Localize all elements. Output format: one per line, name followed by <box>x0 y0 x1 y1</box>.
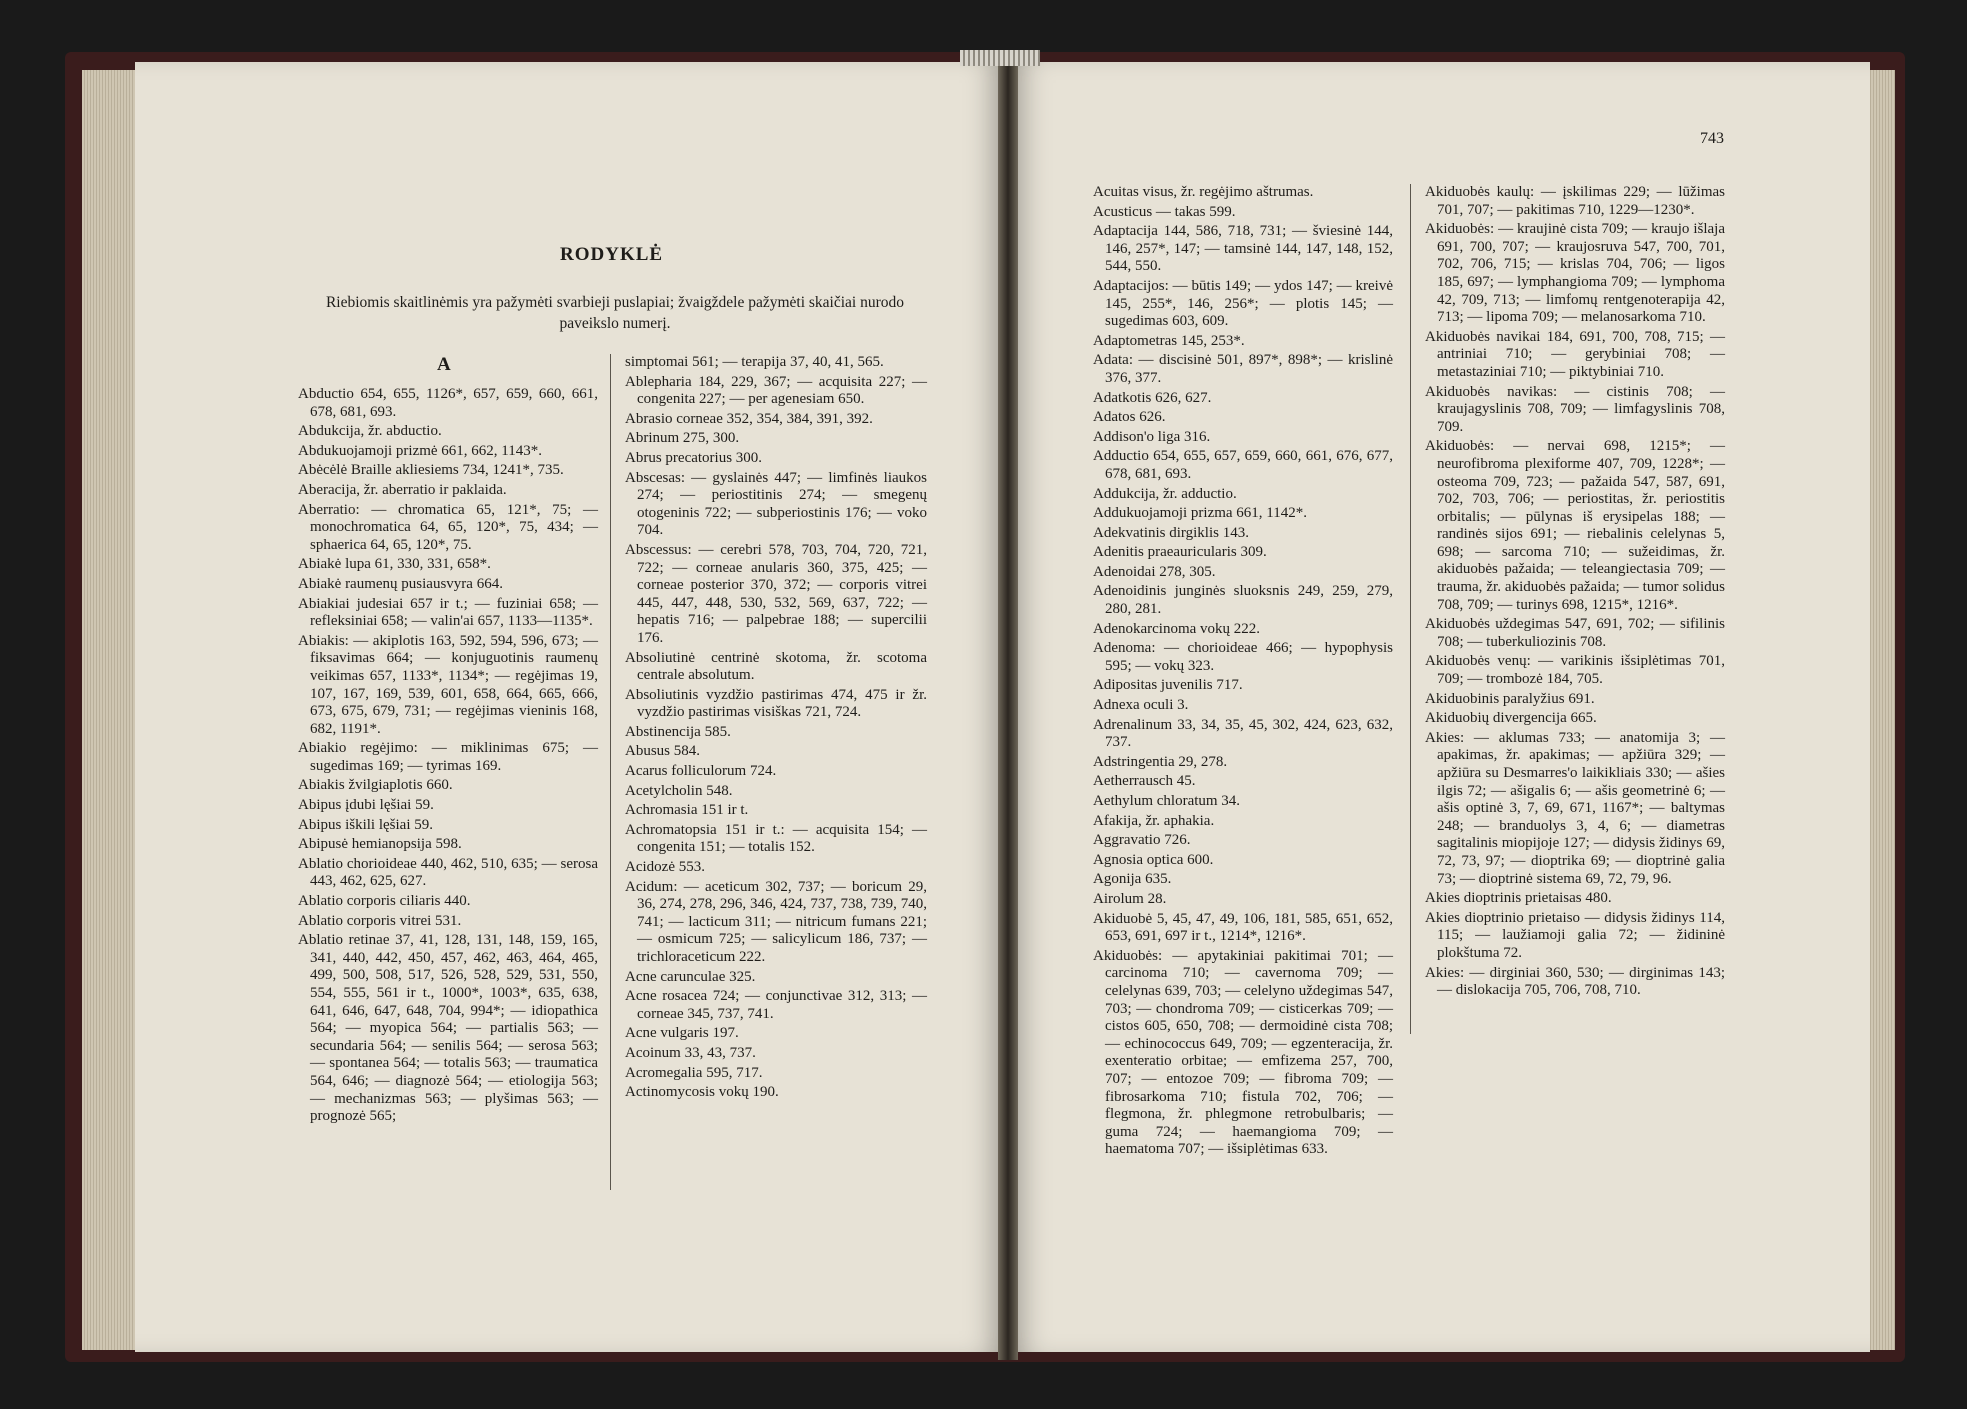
index-entry: Aberacija, žr. aberratio ir paklaida. <box>298 481 507 498</box>
index-entry: Abipus įdubi lęšiai 59. <box>298 797 434 814</box>
index-entry: Akiduobės: — kraujinė cista 709; — kraujo išlaja 691, 700, 707; — kraujosruva 547, 700, 701, 702, 706, 715; — krislas 704, 706; — ligos 185, 697; — lymphangioma 709; — lymphoma 42, 709, 713; — limfomų rentgenoterapija 42, 713; — lipoma 709; — melanosarkoma 710. <box>1425 221 1725 326</box>
index-entry: Adaptacija 144, 586, 718, 731; — šviesinė 144, 146, 257*, 147; — tamsinė 144, 147, 148, 152, 544, 550. <box>1093 223 1393 275</box>
index-entry: Acetylcholin 548. <box>625 782 733 799</box>
index-entry: Adductio 654, 655, 657, 659, 660, 661, 676, 677, 678, 681, 693. <box>1093 448 1393 482</box>
index-entry: Acidozė 553. <box>625 859 705 876</box>
index-entry: Abiakė raumenų pusiausvyra 664. <box>298 575 503 592</box>
index-entry: Adatkotis 626, 627. <box>1093 389 1212 406</box>
index-entry: Adenokarcinoma vokų 222. <box>1093 620 1261 637</box>
index-entry: Acoinum 33, 43, 737. <box>625 1044 756 1061</box>
index-entry: Adaptometras 145, 253*. <box>1093 332 1245 349</box>
index-entry: Abdukuojamoji prizmė 661, 662, 1143*. <box>298 442 542 459</box>
index-entry: Adenoidinis junginės sluoksnis 249, 259, 279, 280, 281. <box>1093 583 1393 618</box>
index-entry: Abusus 584. <box>625 743 701 760</box>
column-rule-left <box>610 354 611 1190</box>
index-entry: Adenoma: — chorioideae 466; — hypophysis 595; — vokų 323. <box>1093 640 1393 674</box>
index-entry: Akiduobinis paralyžius 691. <box>1425 690 1595 707</box>
index-entry: Abiakio regėjimo: — miklinimas 675; — sugedimas 169; — tyrimas 169. <box>298 740 598 774</box>
section-letter: A <box>437 354 451 375</box>
index-entry: Adaptacijos: — būtis 149; — ydos 147; — kreivė 145, 255*, 146, 256*; — plotis 145; — sugedimas 603, 609. <box>1093 277 1393 330</box>
index-entry: Ablatio corporis ciliaris 440. <box>298 893 471 910</box>
index-entry: Abscessus: — cerebri 578, 703, 704, 720, 721, 722; — corneae anularis 360, 375, 425; — corneae posterior 370, 372; — corporis vitrei 445, 447, 448, 530, 532, 569, 637, 722; — hepatis 716; — palpebrae 188; — supercilii 176. <box>625 541 927 646</box>
index-entry: Adrenalinum 33, 34, 35, 45, 302, 424, 623, 632, 737. <box>1093 716 1393 751</box>
index-entry: Akiduobės kaulų: — įskilimas 229; — lūžimas 701, 707; — pakitimas 710, 1229—1230*. <box>1425 184 1725 218</box>
index-entry: Akies dioptrinis prietaisas 480. <box>1425 890 1612 907</box>
intro-note: Riebiomis skaitlinėmis yra pažymėti svarbieji puslapiai; žvaigždele pažymėti skaičiai nurodo paveikslo numerį. <box>325 294 905 332</box>
index-entry: Adata: — discisinė 501, 897*, 898*; — krislinė 376, 377. <box>1093 352 1393 386</box>
index-entry: Acarus folliculorum 724. <box>625 763 777 780</box>
index-entry: Ablatio corporis vitrei 531. <box>298 912 462 929</box>
index-entry: Airolum 28. <box>1093 890 1167 907</box>
index-entry: Adatos 626. <box>1093 409 1166 426</box>
index-entry: Akiduobės venų: — varikinis išsiplėtimas 701, 709; — trombozė 184, 705. <box>1425 653 1725 688</box>
index-entry: Abrasio corneae 352, 354, 384, 391, 392. <box>625 410 873 427</box>
index-entry: Ablatio retinae 37, 41, 128, 131, 148, 159, 165, 341, 440, 442, 450, 457, 462, 463, 464, 465, 499, 500, 508, 517, 526, 528, 529, 531, 550, 554, 555, 561 ir t., 1000*, 1003*, 635, 638, 641, 646, 647, 648, 704, 994*; — idiopathica 564; — myopica 564; — partialis 563; — secundaria 564; — senilis 564; — serosa 563; — spontanea 564; — totalis 563; — traumatica 564, 646; — diagnozė 564; — etiologija 563; — mechanizmas 563; — plyšimas 563; — prognozė 565; <box>298 932 598 1125</box>
page-heading: RODYKLĖ <box>560 244 664 265</box>
index-entry: Acne vulgaris 197. <box>625 1025 739 1042</box>
index-column-1 <box>298 386 598 1128</box>
index-entry: Acne rosacea 724; — conjunctivae 312, 313; — corneae 345, 737, 741. <box>625 988 927 1022</box>
index-entry: Aberratio: — chromatica 65, 121*, 75; — monochromatica 64, 65, 120*, 75, 434; — sphaerica 64, 65, 120*, 75. <box>298 501 598 553</box>
index-entry: Addukcija, žr. adductio. <box>1093 485 1237 502</box>
index-entry: Abiakiai judesiai 657 ir t.; — fuziniai 658; — refleksiniai 658; — valin'ai 657, 1133—1135*. <box>298 595 598 630</box>
index-entry: Abipusė hemianopsija 598. <box>298 836 462 853</box>
index-entry: Akiduobės: — apytakiniai pakitimai 701; — carcinoma 710; — cavernoma 709; — celelynas 639, 703; — celelyno uždegimas 547, 703; — chondroma 709; — cisticerkas 709; — cistos 605, 650, 708; — dermoidinė cista 708; — echinococcus 649, 709; — egzenteracija, žr. exenteratio orbitae; — emfizema 257, 700, 707; — entozoe 709; — fibroma 709; — fibrosarkoma 710; fistula 702, 706; — flegmona, žr. phlegmone retrobulbaris; — guma 724; — haemangioma 709; — haematoma 707; — išsiplėtimas 633. <box>1093 947 1393 1158</box>
index-entry: Adenoidai 278, 305. <box>1093 563 1216 580</box>
index-entry: Actinomycosis vokų 190. <box>625 1084 779 1101</box>
index-entry: Aggravatio 726. <box>1093 832 1191 849</box>
headband <box>960 50 1040 66</box>
index-entry: Abiakis žvilgiaplotis 660. <box>298 777 453 794</box>
index-entry: Acne carunculae 325. <box>625 968 756 985</box>
index-entry: Acusticus — takas 599. <box>1093 203 1236 220</box>
index-entry: Achromasia 151 ir t. <box>625 802 749 819</box>
column-rule-right <box>1410 184 1411 1034</box>
index-entry: Abrinum 275, 300. <box>625 430 740 447</box>
index-entry: Abductio 654, 655, 1126*, 657, 659, 660, 661, 678, 681, 693. <box>298 386 598 420</box>
page-number: 743 <box>1700 130 1724 147</box>
index-entry: Aethylum chloratum 34. <box>1093 793 1241 809</box>
index-entry: Abstinencija 585. <box>625 723 731 740</box>
index-entry: Addison'o liga 316. <box>1093 428 1211 445</box>
index-entry: Abscesas: — gyslainės 447; — limfinės liaukos 274; — periostitinis 274; — smegenų otogeninis 722; — subperiostinis 176; — voko 704. <box>625 469 927 539</box>
index-entry: Acidum: — aceticum 302, 737; — boricum 29, 36, 274, 278, 296, 346, 424, 737, 738, 739, 740, 741; — lacticum 311; — nitricum fumans 221; — osmicum 725; — salicylicum 186, 737; — trichloraceticum 222. <box>625 878 927 965</box>
index-entry: Akies dioptrinio prietaiso — didysis židinys 114, 115; — laužiamoji galia 72; — židininė plokštuma 72. <box>1425 909 1725 961</box>
index-entry: Abiakė lupa 61, 330, 331, 658*. <box>298 556 491 573</box>
index-entry: Akiduobės navikas: — cistinis 708; — kraujagyslinis 708, 709; — limfagyslinis 708, 709. <box>1425 383 1725 435</box>
index-entry: Ablatio chorioideae 440, 462, 510, 635; — serosa 443, 462, 625, 627. <box>298 855 598 890</box>
index-entry: Akiduobių divergencija 665. <box>1425 710 1597 727</box>
index-entry: Absoliutinė centrinė skotoma, žr. scotoma centrale absolutum. <box>625 649 927 684</box>
index-entry: Akies: — aklumas 733; — anatomija 3; — apakimas, žr. apakimas; — apžiūra 329; — apžiūra su Desmarres'o laikikliais 330; — ašies ilgis 72; — ašigalis 6; — ašis geometrinė 6; — ašis optinė 3, 7, 69, 671, 1167*; — baltymas 248; — branduolys 3, 4, 6; — diametras sagitalinis miopijoje 127; — didysis židinys 69, 72, 73, 97; — dioptrika 69; — dioptrinė galia 73; — dioptrinė sistema 69, 72, 79, 96. <box>1425 729 1725 887</box>
index-entry: Akiduobės uždegimas 547, 691, 702; — sifilinis 708; — tuberkuliozinis 708. <box>1425 616 1725 650</box>
index-entry: Abrus precatorius 300. <box>625 449 763 466</box>
index-column-3 <box>1093 184 1393 1161</box>
book-gutter <box>998 55 1018 1360</box>
index-entry: Adnexa oculi 3. <box>1093 697 1189 714</box>
index-entry: Acuitas visus, žr. regėjimo aštrumas. <box>1093 184 1314 200</box>
index-entry: Adekvatinis dirgiklis 143. <box>1093 524 1249 541</box>
index-entry: Agonija 635. <box>1093 871 1172 888</box>
page-edges-left <box>82 70 142 1350</box>
index-entry: Addukuojamoji prizma 661, 1142*. <box>1093 505 1307 522</box>
index-entry: Adenitis praeauricularis 309. <box>1093 544 1267 561</box>
index-entry: Agnosia optica 600. <box>1093 851 1214 868</box>
index-entry: Akiduobės: — nervai 698, 1215*; — neurofibroma plexiforme 407, 709, 1228*; — osteoma 709, 723; — pažaida 547, 587, 691, 702, 703, 706; — periostitas, žr. periostitis orbitalis; — pūlynas iš erysipelas 188; — randinės sijos 691; — riebalinis celelynas 5, 698; — sarcoma 710; — sužeidimas, žr. akiduobės pažaida; — teleangiectasia 709; — trauma, žr. akiduobės pažaida; — tumor solidus 708, 709; — turinys 698, 1215*, 1216*. <box>1425 438 1725 613</box>
index-entry: Absoliutinis vyzdžio pastirimas 474, 475 ir žr. vyzdžio pastirimas visiškas 721, 724. <box>625 686 927 721</box>
index-entry: Ablepharia 184, 229, 367; — acquisita 227; — congenita 227; — per agenesiam 650. <box>625 373 927 408</box>
index-column-2 <box>625 354 927 1104</box>
index-entry: Acromegalia 595, 717. <box>625 1064 763 1081</box>
index-entry: Akies: — dirginiai 360, 530; — dirginimas 143; — dislokacija 705, 706, 708, 710. <box>1425 964 1725 999</box>
index-entry: Akiduobė 5, 45, 47, 49, 106, 181, 585, 651, 652, 653, 691, 697 ir t., 1214*, 1216*. <box>1093 910 1393 945</box>
index-entry: Abipus iškili lęšiai 59. <box>298 816 433 833</box>
index-entry: Achromatopsia 151 ir t.: — acquisita 154; — congenita 151; — totalis 152. <box>625 821 927 856</box>
index-entry: Abėcėlė Braille akliesiems 734, 1241*, 735. <box>298 462 564 479</box>
index-entry: simptomai 561; — terapija 37, 40, 41, 565. <box>625 354 884 370</box>
index-entry: Abiakis: — akiplotis 163, 592, 594, 596, 673; — fiksavimas 664; — konjuguotinis raumenų veikimas 657, 1133*, 1134*; — regėjimas 19, 107, 167, 169, 539, 601, 658, 664, 665, 666, 673, 675, 679, 731; — regėjimas vieninis 168, 682, 1191*. <box>298 632 598 737</box>
index-entry: Adstringentia 29, 278. <box>1093 753 1228 770</box>
index-entry: Akiduobės navikai 184, 691, 700, 708, 715; — antriniai 710; — gerybiniai 708; — metastaziniai 710; — piktybiniai 710. <box>1425 328 1725 380</box>
index-entry: Abdukcija, žr. abductio. <box>298 423 442 440</box>
index-entry: Afakija, žr. aphakia. <box>1093 812 1215 829</box>
index-entry: Adipositas juvenilis 717. <box>1093 677 1243 694</box>
index-column-4 <box>1425 184 1725 1002</box>
index-entry: Aetherrausch 45. <box>1093 773 1196 790</box>
